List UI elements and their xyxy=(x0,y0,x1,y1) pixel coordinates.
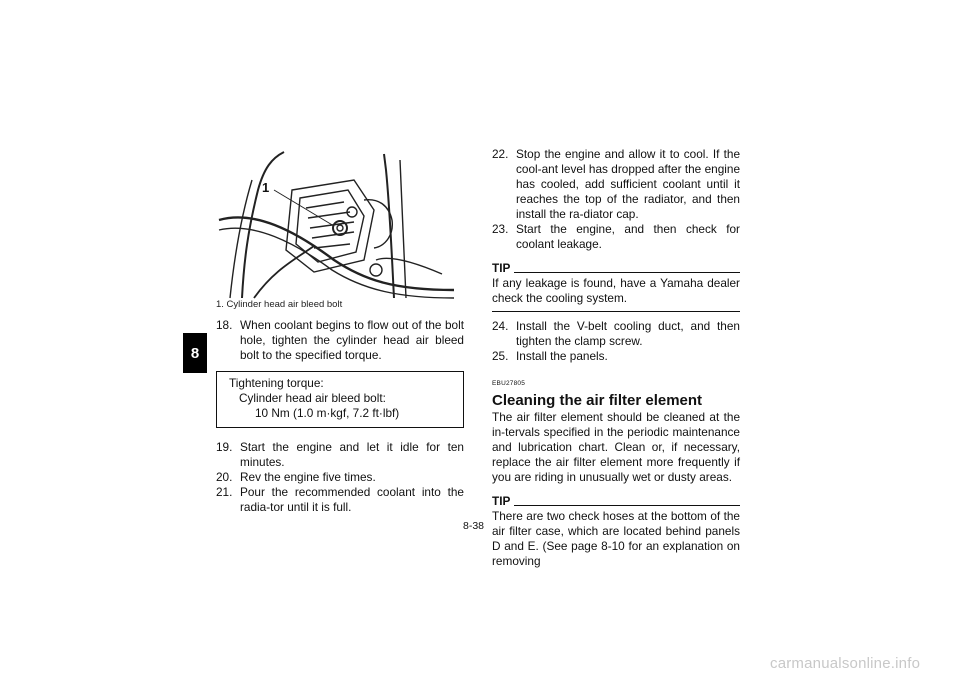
step-text: Pour the recommended coolant into the radia-tor until it is full. xyxy=(240,485,464,514)
step-text: Stop the engine and allow it to cool. If the cool-ant level has dropped after the engine has cooled, add sufficient coolant until it reaches the top of the radiator, and then install the ra-diator cap. xyxy=(516,147,740,221)
step-text: Install the V-belt cooling duct, and then tighten the clamp screw. xyxy=(516,319,740,348)
step-number: 19. xyxy=(216,440,233,454)
step-text: Start the engine, and then check for coolant leakage. xyxy=(516,222,740,251)
step-18 xyxy=(216,318,464,363)
step-number: 18. xyxy=(216,318,233,332)
step-number: 25. xyxy=(492,349,509,363)
step-21 xyxy=(216,485,464,515)
left-column xyxy=(216,318,464,515)
tip-label: TIP xyxy=(492,494,511,508)
section-body: The air filter element should be cleaned at the in-tervals specified in the periodic maintenance and lubrication chart. Clean or, if necessary, replace the air filter element more frequently if you are riding in unusually wet or dusty areas. xyxy=(492,410,740,484)
step-22 xyxy=(492,147,740,222)
torque-item: Cylinder head air bleed bolt: xyxy=(239,391,386,405)
step-number: 20. xyxy=(216,470,233,484)
tip-rule xyxy=(514,272,740,273)
chapter-tab xyxy=(183,333,207,373)
step-number: 21. xyxy=(216,485,233,499)
step-24 xyxy=(492,319,740,349)
section-title: Cleaning the air filter element xyxy=(492,392,703,409)
figure-caption: 1. Cylinder head air bleed bolt xyxy=(216,299,343,310)
step-text: Rev the engine five times. xyxy=(240,470,376,484)
torque-spec-box xyxy=(216,371,464,428)
callout-number: 1 xyxy=(262,180,270,195)
step-number: 22. xyxy=(492,147,509,161)
torque-label: Tightening torque: xyxy=(229,376,324,390)
engine-figure xyxy=(214,150,464,300)
section-code: EBU27805 xyxy=(492,380,526,387)
step-text: Start the engine and let it idle for ten minutes. xyxy=(240,440,464,469)
watermark: carmanualsonline.info xyxy=(770,655,921,672)
tip-heading-2 xyxy=(492,494,740,509)
chapter-number: 8 xyxy=(190,344,200,362)
step-19 xyxy=(216,440,464,470)
step-23 xyxy=(492,222,740,252)
step-25 xyxy=(492,349,740,364)
page-number: 8-38 xyxy=(463,520,485,532)
step-text: Install the panels. xyxy=(516,349,608,363)
tip-heading xyxy=(492,261,740,276)
engine-illustration xyxy=(214,150,464,300)
tip-text: If any leakage is found, have a Yamaha dealer check the cooling system. xyxy=(492,276,740,305)
tip-rule xyxy=(514,505,740,506)
tip-text-2: There are two check hoses at the bottom of the air filter case, which are located behind panels D and E. (See page 8-10 for an explanation on removing xyxy=(492,509,740,568)
tip-end-rule xyxy=(492,311,740,312)
tip-label: TIP xyxy=(492,261,511,275)
step-number: 24. xyxy=(492,319,509,333)
step-text: When coolant begins to flow out of the bolt hole, tighten the cylinder head air bleed bolt to the specified torque. xyxy=(240,318,464,362)
right-column xyxy=(492,147,740,569)
torque-value: 10 Nm (1.0 m·kgf, 7.2 ft·lbf) xyxy=(255,406,400,420)
step-number: 23. xyxy=(492,222,509,236)
step-20 xyxy=(216,470,464,485)
